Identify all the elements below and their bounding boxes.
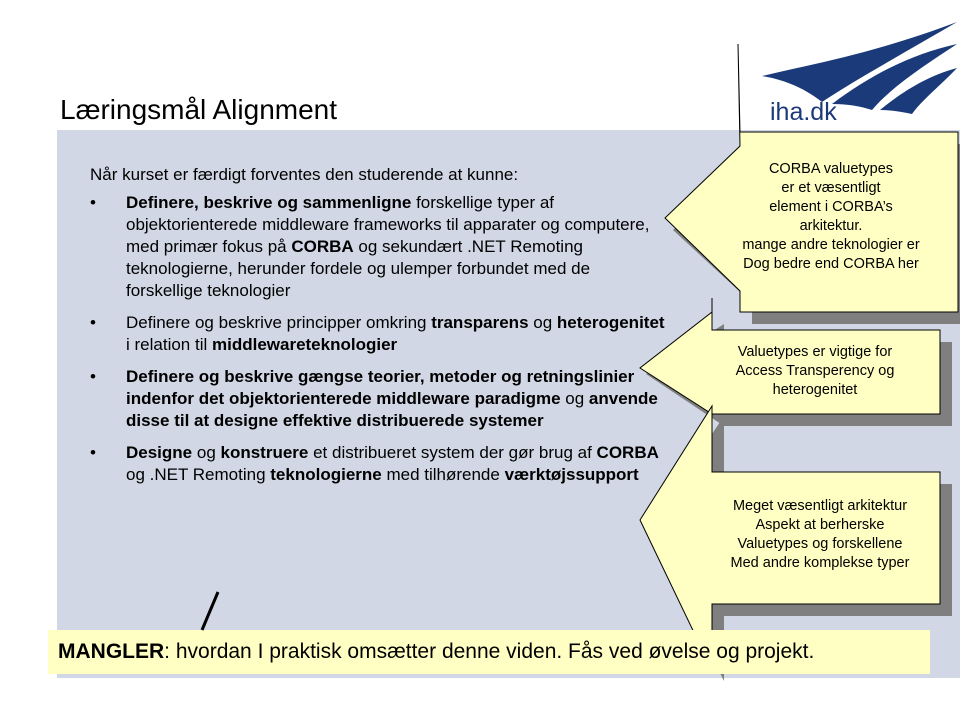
objective-text: i relation til <box>126 335 212 354</box>
objective-text: heterogenitet <box>556 313 665 332</box>
objective-text: og .NET Remoting <box>126 465 271 484</box>
objective-text: Designe <box>126 443 193 462</box>
objective-text: Definere, beskrive og sammenligne <box>126 193 412 212</box>
callout-line: Med andre komplekse typer <box>730 555 910 571</box>
objective-text: Definere og beskrive principper omkring <box>126 313 432 332</box>
objective-text: CORBA <box>596 443 659 462</box>
callout-line: Valuetypes og forskellene <box>737 536 903 552</box>
callout-line: mange andre teknologier er <box>742 237 920 253</box>
logo-text: iha.dk <box>770 98 837 126</box>
objective-text: og <box>528 313 557 332</box>
callout-line: Meget væsentligt arkitektur <box>732 498 908 514</box>
slide-title: Læringsmål Alignment <box>60 94 338 125</box>
callout-line: arkitektur. <box>799 218 863 234</box>
objective-text: og <box>192 443 221 462</box>
objective-text: teknologierne <box>270 465 382 484</box>
objective-text: et distribueret system der gør brug af <box>308 443 597 462</box>
mangler-text: : hvordan I praktisk omsætter denne viden. Fås ved øvelse og projekt. <box>164 640 815 663</box>
callout-line: er et væsentligt <box>781 180 881 196</box>
objective-text: værktøjssupport <box>504 465 639 484</box>
objective-text: med tilhørende <box>381 465 505 484</box>
objective-text: anvende disse til at designe effektive distribuerede systemer <box>126 389 658 430</box>
objective-text: forskellige typer af objektorienterede middleware frameworks til apparater og computere, med primær fokus på <box>126 193 650 256</box>
objective-text: middlewareteknologier <box>211 335 398 354</box>
callout-line: Access Transperency og <box>735 363 895 379</box>
objective-text: CORBA <box>291 237 354 256</box>
objective-text: og <box>560 389 589 408</box>
callout-line: Dog bedre end CORBA her <box>743 256 919 272</box>
objective-text: og sekundært .NET Remoting teknologierne, herunder fordele og ulemper forbundet med de forskellige teknologier <box>126 237 591 300</box>
callout-line: heterogenitet <box>772 382 858 398</box>
callout-line: CORBA valuetypes <box>768 161 894 177</box>
objective-text: konstruere <box>220 443 309 462</box>
objective-text: Definere og beskrive gængse teorier, metoder og retningslinier indenfor det objektorienterede middleware paradigme <box>126 367 635 408</box>
objective-text: transparens <box>431 313 529 332</box>
intro-text: Når kurset er færdigt forventes den studerende at kunne: <box>90 165 519 184</box>
callout-line: Aspekt at berherske <box>755 517 885 533</box>
callout-line: element i CORBA’s <box>769 199 893 215</box>
mangler-label: MANGLER <box>58 640 165 663</box>
callout-line: Valuetypes er vigtige for <box>737 344 893 360</box>
